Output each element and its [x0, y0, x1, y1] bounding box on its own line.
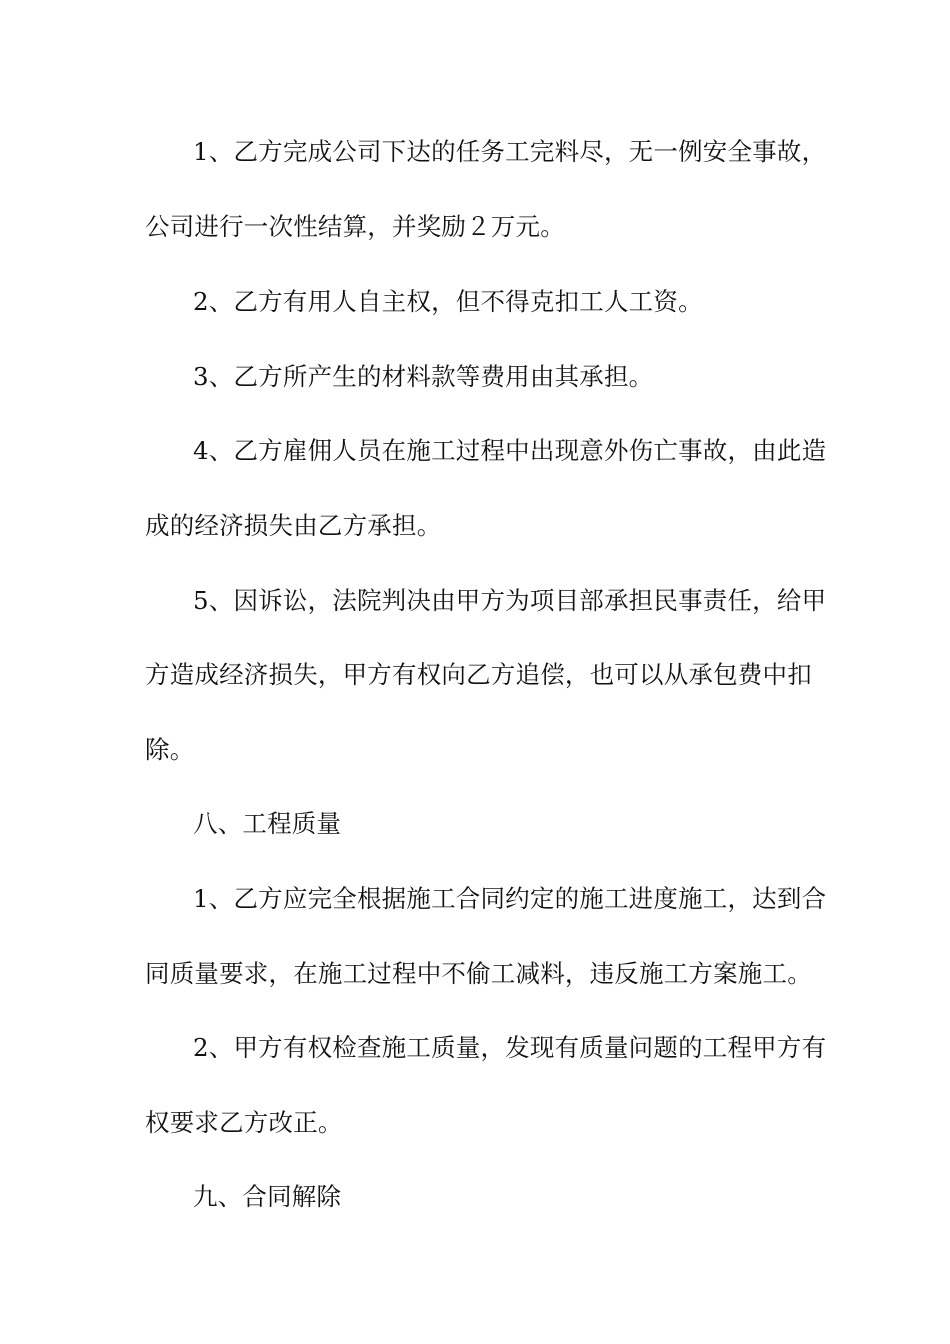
paragraph-5-line-2: 方造成经济损失，甲方有权向乙方追偿，也可以从承包费中扣 — [145, 660, 812, 689]
section-heading-8: 八、工程质量 — [193, 809, 342, 838]
paragraph-2-line-1: 2、乙方有用人自主权，但不得克扣工人工资。 — [193, 287, 703, 316]
section-heading-9: 九、合同解除 — [193, 1182, 342, 1211]
paragraph-1-line-1: 1、乙方完成公司下达的任务工完料尽，无一例安全事故， — [193, 137, 827, 166]
paragraph-4-line-1: 4、乙方雇佣人员在施工过程中出现意外伤亡事故，由此造 — [193, 436, 827, 465]
paragraph-1-line-2: 公司进行一次性结算，并奖励２万元。 — [145, 212, 565, 241]
paragraph-5-line-3: 除。 — [145, 735, 195, 764]
section-8-paragraph-1-line-1: 1、乙方应完全根据施工合同约定的施工进度施工，达到合 — [193, 884, 827, 913]
section-8-paragraph-2-line-1: 2、甲方有权检查施工质量，发现有质量问题的工程甲方有 — [193, 1033, 827, 1062]
paragraph-3-line-1: 3、乙方所产生的材料款等费用由其承担。 — [193, 362, 654, 391]
paragraph-5-line-1: 5、因诉讼，法院判决由甲方为项目部承担民事责任，给甲 — [193, 586, 827, 615]
paragraph-4-line-2: 成的经济损失由乙方承担。 — [145, 511, 442, 540]
section-8-paragraph-1-line-2: 同质量要求，在施工过程中不偷工减料，违反施工方案施工。 — [145, 959, 812, 988]
section-8-paragraph-2-line-2: 权要求乙方改正。 — [145, 1108, 343, 1137]
